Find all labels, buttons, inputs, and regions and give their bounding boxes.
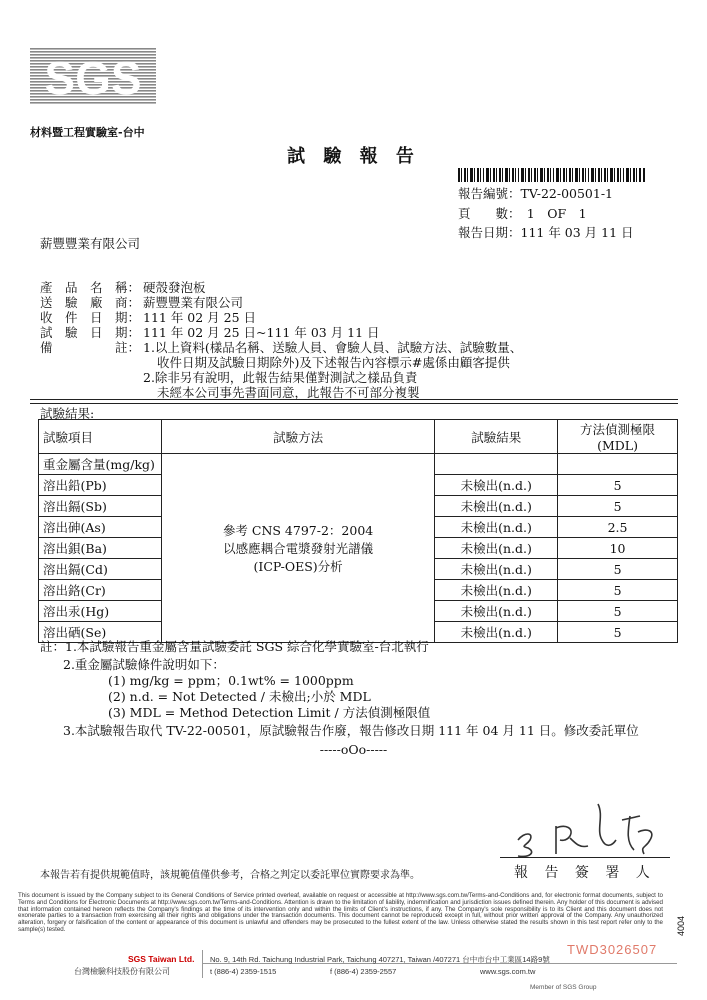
note-2: 2.重金屬試驗條件說明如下： [63, 657, 225, 672]
item-cell: 溶出鉛(Pb) [39, 475, 162, 496]
remark-line: 1.以上資料(樣品名稱、送驗人員、會驗人員、試驗方法、試驗數量、 [143, 340, 523, 355]
table-row [39, 454, 678, 475]
remark-line: 收件日期及試驗日期除外)及下述報告內容標示#處係由顧客提供 [157, 355, 510, 370]
spec-note: 本報告若有提供規範值時，該規範值僅供參考，合格之判定以委託單位實際要求為準。 [40, 870, 420, 881]
info-label: 送 驗 廠 商： [40, 295, 141, 310]
info-label: 備 註： [40, 340, 141, 355]
group-label: 重金屬含量(mg/kg) [39, 454, 162, 475]
client-name: 薪豐豐業有限公司 [40, 236, 141, 251]
side-code: 4004 [676, 915, 686, 936]
header-mdl: 方法偵測極限(MDL) [558, 420, 678, 454]
result-cell [435, 454, 558, 475]
fine-print: This document is issued by the Company subject to its General Conditions of Service printed overleaf, available on request or accessible at http://www.sgs.com.tw/Terms-and-Conditions and, for electronic format documents, subject to Terms and Conditions for Electronic Documents at http://www.sgs.com.tw/Terms-and-Conditions. Attention is drawn to the limitation of liability, indemnification and jurisdiction issues defined therein. Any holder of this document is advised that information contained hereon reflects the Company's findings at the time of its intervention only and within the limits of Client's instructions, if any. The Company's sole responsibility is to its Client and this document does not exonerate parties to a transaction from exercising all their rights and obligations under the transaction documents. This document cannot be reproduced except in full, without prior written approval of the Company. Any unauthorized alteration, forgery or falsification of the content or appearance of this document is unlawful and offenders may be prosecuted to the fullest extent of the law. Unless otherwise stated the results shown in this test report refer only to the sample(s) tested. [18, 892, 663, 933]
brand-name-cn: 台灣檢驗科技股份有限公司 [74, 967, 170, 976]
mdl-cell: 10 [558, 538, 678, 559]
end-mark: -----oOo----- [319, 742, 388, 757]
result-cell: 未檢出(n.d.) [435, 475, 558, 496]
note-2c: (3) MDL = Method Detection Limit / 方法偵測極限值 [108, 705, 431, 720]
mdl-cell: 5 [558, 475, 678, 496]
signature-label: 報 告 簽 署 人 [514, 865, 656, 881]
lab-name: 材料暨工程實驗室-台中 [30, 126, 145, 139]
info-value: 硬殼發泡板 [143, 280, 206, 295]
remark-line: 2.除非另有說明，此報告結果僅對測試之樣品負責 [143, 370, 418, 385]
method-line: 參考 CNS 4797-2：2004 [222, 523, 374, 538]
divider [202, 950, 203, 978]
info-label: 收 件 日 期： [40, 310, 141, 325]
mdl-cell: 2.5 [558, 517, 678, 538]
note-2b: (2) n.d. = Not Detected / 未檢出;小於 MDL [108, 689, 371, 704]
signature-icon [500, 796, 670, 860]
item-cell: 溶出鉻(Cr) [39, 580, 162, 601]
result-cell: 未檢出(n.d.) [435, 580, 558, 601]
phone-number: t (886-4) 2359-1515 [210, 967, 277, 976]
mdl-cell: 5 [558, 559, 678, 580]
method-line: 以感應耦合電漿發射光譜儀 [223, 541, 374, 556]
sgs-logo [30, 48, 156, 104]
barcode-icon [458, 168, 646, 182]
serial-number: TWD3026507 [567, 942, 658, 957]
info-label: 產 品 名 稱： [40, 280, 141, 295]
mdl-cell: 5 [558, 601, 678, 622]
logo-text: SGS [44, 52, 142, 104]
report-date: 報告日期：111 年 03 月 11 日 [458, 225, 634, 240]
website: www.sgs.com.tw [480, 967, 536, 976]
info-value: 111 年 02 月 25 日 [143, 310, 257, 325]
result-cell: 未檢出(n.d.) [435, 622, 558, 643]
table-header-row [39, 420, 678, 454]
result-cell: 未檢出(n.d.) [435, 496, 558, 517]
item-cell: 溶出鎘(Sb) [39, 496, 162, 517]
note-1: 註：1.本試驗報告重金屬含量試驗委託 SGS 綜合化學實驗室-台北執行 [40, 639, 429, 654]
divider [30, 399, 678, 404]
info-value: 薪豐豐業有限公司 [143, 295, 244, 310]
mdl-cell: 5 [558, 496, 678, 517]
item-cell: 溶出汞(Hg) [39, 601, 162, 622]
item-cell: 溶出硒(Se) [39, 622, 162, 643]
header-method: 試驗方法 [161, 420, 434, 454]
result-cell: 未檢出(n.d.) [435, 517, 558, 538]
info-value: 111 年 02 月 25 日~111 年 03 月 11 日 [143, 325, 380, 340]
result-cell: 未檢出(n.d.) [435, 559, 558, 580]
signature-line [500, 857, 670, 858]
info-label: 試 驗 日 期： [40, 325, 141, 340]
mdl-cell [558, 454, 678, 475]
method-line: (ICP-OES)分析 [253, 559, 343, 574]
report-number: 報告編號：TV-22-00501-1 [458, 186, 614, 201]
company-address: No. 9, 14th Rd. Taichung Industrial Park, Taichung 407271, Taiwan /407271 台中市台中工業區14路9號 [210, 955, 550, 964]
note-3: 3.本試驗報告取代 TV-22-00501，原試驗報告作廢，報告修改日期 111 年 04 月 11 日。修改委託單位 [63, 723, 639, 738]
item-cell: 溶出鎘(Cd) [39, 559, 162, 580]
header-item: 試驗項目 [39, 420, 162, 454]
note-2a: (1) mg/kg = ppm；0.1wt% = 1000ppm [108, 673, 354, 688]
result-cell: 未檢出(n.d.) [435, 538, 558, 559]
item-cell: 溶出砷(As) [39, 517, 162, 538]
page-count: 頁 數： 1 OF 1 [458, 206, 587, 221]
mdl-cell: 5 [558, 580, 678, 601]
header-result: 試驗結果 [435, 420, 558, 454]
page-title: 試 驗 報 告 [287, 146, 420, 167]
method-cell [161, 454, 434, 643]
brand-name: SGS Taiwan Ltd. [128, 954, 195, 964]
results-label: 試驗結果: [40, 406, 95, 421]
results-table [38, 419, 678, 643]
remark-line: 未經本公司事先書面同意，此報告不可部分複製 [157, 385, 420, 400]
result-cell: 未檢出(n.d.) [435, 601, 558, 622]
item-cell: 溶出鋇(Ba) [39, 538, 162, 559]
fax-number: f (886-4) 2359-2557 [330, 967, 397, 976]
mdl-cell: 5 [558, 622, 678, 643]
member-note: Member of SGS Group [530, 984, 597, 991]
